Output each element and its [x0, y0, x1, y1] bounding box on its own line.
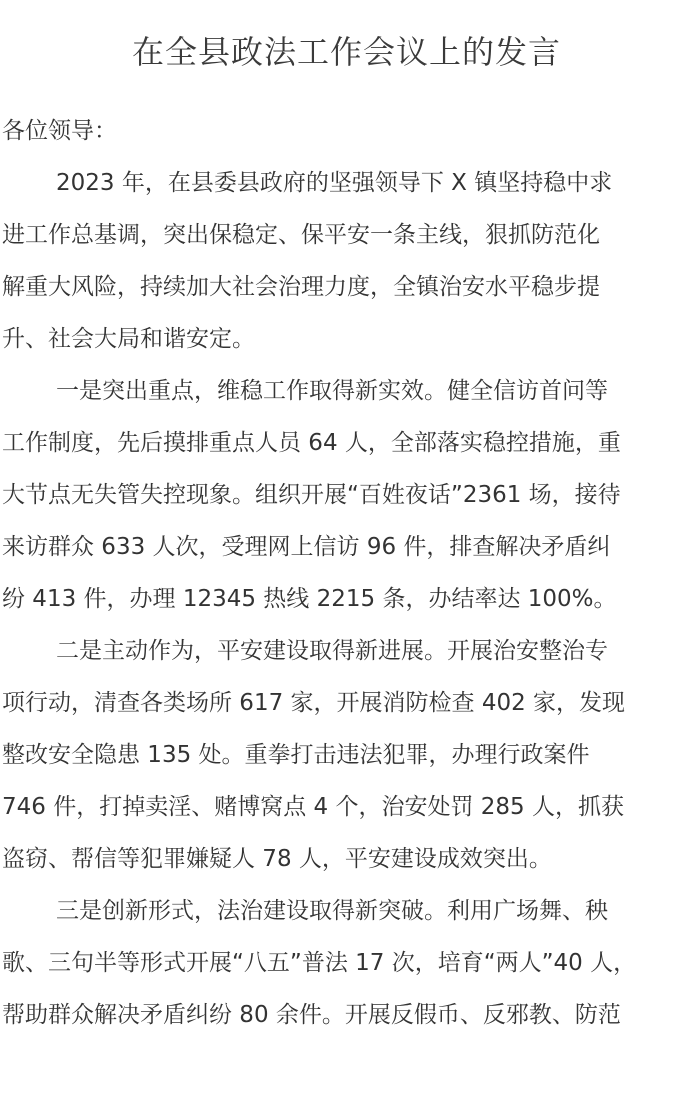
- paragraph-1-line-1: 2023 年，在县委县政府的坚强领导下 X 镇坚持稳中求: [56, 170, 613, 196]
- paragraph-2-line-3: 大节点无失管失控现象。组织开展“百姓夜话”2361 场，接待: [2, 482, 621, 508]
- paragraph-2-line-1: 一是突出重点，维稳工作取得新实效。健全信访首问等: [56, 378, 608, 404]
- paragraph-3-line-4: 746 件，打掉卖淫、赌博窝点 4 个，治安处罚 285 人，抓获: [2, 794, 624, 820]
- paragraph-3-line-1: 二是主动作为，平安建设取得新进展。开展治安整治专: [56, 638, 608, 664]
- paragraph-4-line-2: 歌、三句半等形式开展“八五”普法 17 次，培育“两人”40 人，: [2, 950, 637, 976]
- paragraph-2-line-5: 纷 413 件，办理 12345 热线 2215 条，办结率达 100%。: [2, 586, 617, 612]
- paragraph-1-line-3: 解重大风险，持续加大社会治理力度，全镇治安水平稳步提: [2, 274, 600, 300]
- paragraph-4-line-1: 三是创新形式，法治建设取得新突破。利用广场舞、秧: [56, 898, 608, 924]
- document-title: 在全县政法工作会议上的发言: [131, 33, 561, 71]
- paragraph-1-line-4: 升、社会大局和谐安定。: [2, 326, 255, 352]
- salutation: 各位领导：: [2, 118, 117, 144]
- paragraph-3-line-3: 整改安全隐患 135 处。重拳打击违法犯罪，办理行政案件: [2, 742, 590, 768]
- paragraph-2-line-4: 来访群众 633 人次，受理网上信访 96 件，排查解决矛盾纠: [2, 534, 611, 560]
- paragraph-3-line-2: 项行动，清查各类场所 617 家，开展消防检查 402 家，发现: [2, 690, 626, 716]
- paragraph-4-line-3: 帮助群众解决矛盾纠纷 80 余件。开展反假币、反邪教、防范: [2, 1002, 621, 1028]
- paragraph-3-line-5: 盗窃、帮信等犯罪嫌疑人 78 人，平安建设成效突出。: [2, 846, 552, 872]
- paragraph-1-line-2: 进工作总基调，突出保稳定、保平安一条主线，狠抓防范化: [2, 222, 600, 248]
- paragraph-2-line-2: 工作制度，先后摸排重点人员 64 人，全部落实稳控措施，重: [2, 430, 621, 456]
